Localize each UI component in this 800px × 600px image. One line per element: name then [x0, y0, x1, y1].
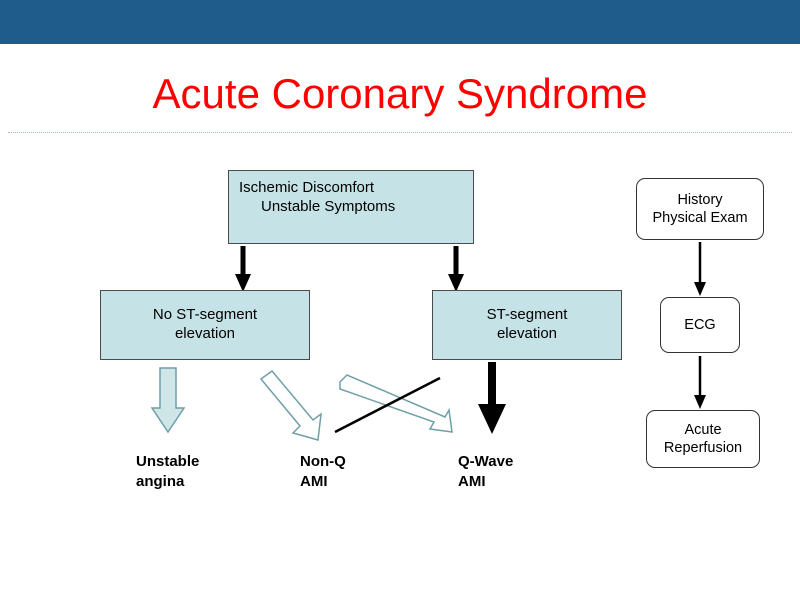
line-cross-to-q-wave [335, 378, 440, 432]
node-ecg-label: ECG [684, 316, 716, 333]
node-ischemic-line2: Unstable Symptoms [261, 197, 396, 215]
header-band [0, 0, 800, 44]
arrow-ecg-to-reperfusion [694, 356, 706, 409]
leaf-unstable-angina-line1: Unstable [136, 453, 200, 470]
node-st-elevation [432, 290, 622, 360]
leaf-q-wave-ami-line2: AMI [458, 472, 486, 490]
title-divider [8, 132, 792, 133]
node-ecg [660, 297, 740, 353]
node-acute-reperfusion [646, 410, 760, 468]
arrow-history-to-ecg [694, 242, 706, 296]
leaf-non-q-ami-line1: Non-Q [300, 453, 346, 470]
leaf-unstable-angina-line2: angina [136, 472, 185, 490]
leaf-q-wave-ami [458, 452, 568, 491]
node-ischemic-line1: Ischemic Discomfort [239, 179, 375, 196]
node-ischemic-discomfort [228, 170, 474, 244]
node-no-st-line2: elevation [174, 325, 236, 342]
leaf-q-wave-ami-line1: Q-Wave [458, 453, 514, 470]
page-title: Acute Coronary Syndrome [152, 70, 648, 117]
arrow-no-st-to-non-q [261, 371, 321, 440]
node-st-line1: ST-segment [486, 306, 568, 324]
arrow-no-st-to-unstable-angina [152, 368, 184, 432]
node-reperfusion-line1: Acute [684, 421, 722, 438]
node-history-physical-exam [636, 178, 764, 240]
node-st-line2: elevation [496, 325, 558, 342]
node-history-line2: Physical Exam [652, 210, 748, 226]
node-history-line1: History [677, 191, 723, 208]
arrow-st-to-non-q-cross [340, 375, 452, 432]
arrow-st-to-q-wave [478, 362, 506, 434]
node-no-st-elevation [100, 290, 310, 360]
leaf-unstable-angina [136, 452, 256, 491]
leaf-non-q-ami-line2: AMI [300, 472, 328, 490]
leaf-non-q-ami [300, 452, 410, 491]
arrow-ischemic-to-no-st [235, 246, 251, 292]
arrow-ischemic-to-st [448, 246, 464, 292]
node-no-st-line1: No ST-segment [152, 306, 258, 324]
node-reperfusion-line2: Reperfusion [663, 440, 743, 456]
